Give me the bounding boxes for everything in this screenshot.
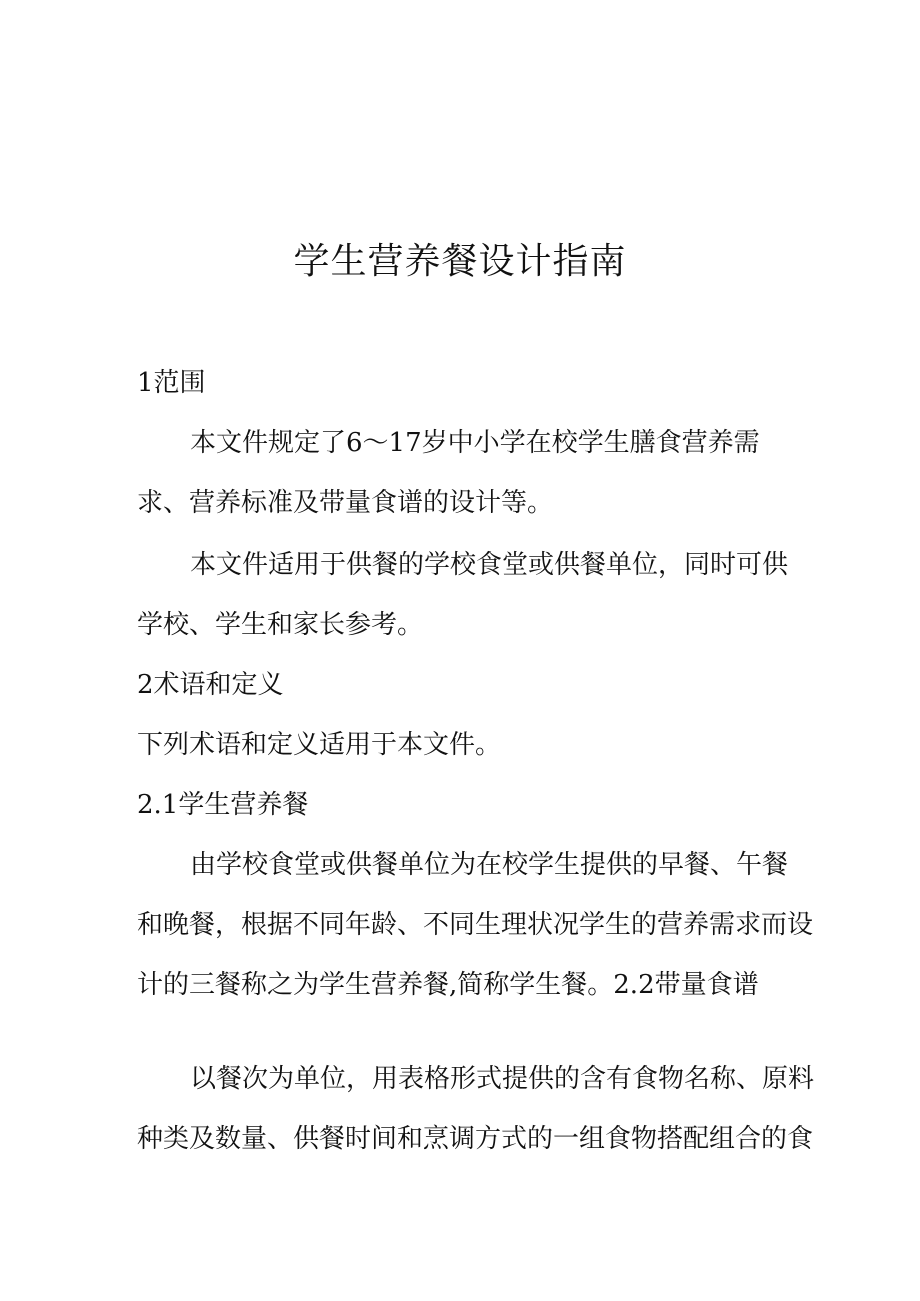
paragraph-line: 本文件适用于供餐的学校食堂或供餐单位，同时可供 <box>190 550 789 580</box>
paragraph-line: 和晚餐，根据不同年龄、不同生理状况学生的营养需求而设 <box>137 910 814 940</box>
paragraph-line: 下列术语和定义适用于本文件。 <box>137 730 502 760</box>
paragraph-line: 计的三餐称之为学生营养餐,简称学生餐。2.2带量食谱 <box>137 970 759 1000</box>
paragraph-line: 种类及数量、供餐时间和烹调方式的一组食物搭配组合的食 <box>137 1124 814 1154</box>
paragraph-line: 学校、学生和家长参考。 <box>137 610 424 640</box>
subsection-heading-student-meal: 2.1学生营养餐 <box>137 790 309 820</box>
document-title: 学生营养餐设计指南 <box>293 241 627 282</box>
paragraph-line: 求、营养标准及带量食谱的设计等。 <box>137 488 554 518</box>
section-heading-terms: 2术语和定义 <box>137 670 284 700</box>
paragraph-line: 以餐次为单位，用表格形式提供的含有食物名称、原料 <box>190 1064 815 1094</box>
paragraph-line: 由学校食堂或供餐单位为在校学生提供的早餐、午餐 <box>190 850 789 880</box>
paragraph-line: 本文件规定了6～17岁中小学在校学生膳食营养需 <box>190 428 760 458</box>
section-heading-scope: 1范围 <box>137 368 206 398</box>
